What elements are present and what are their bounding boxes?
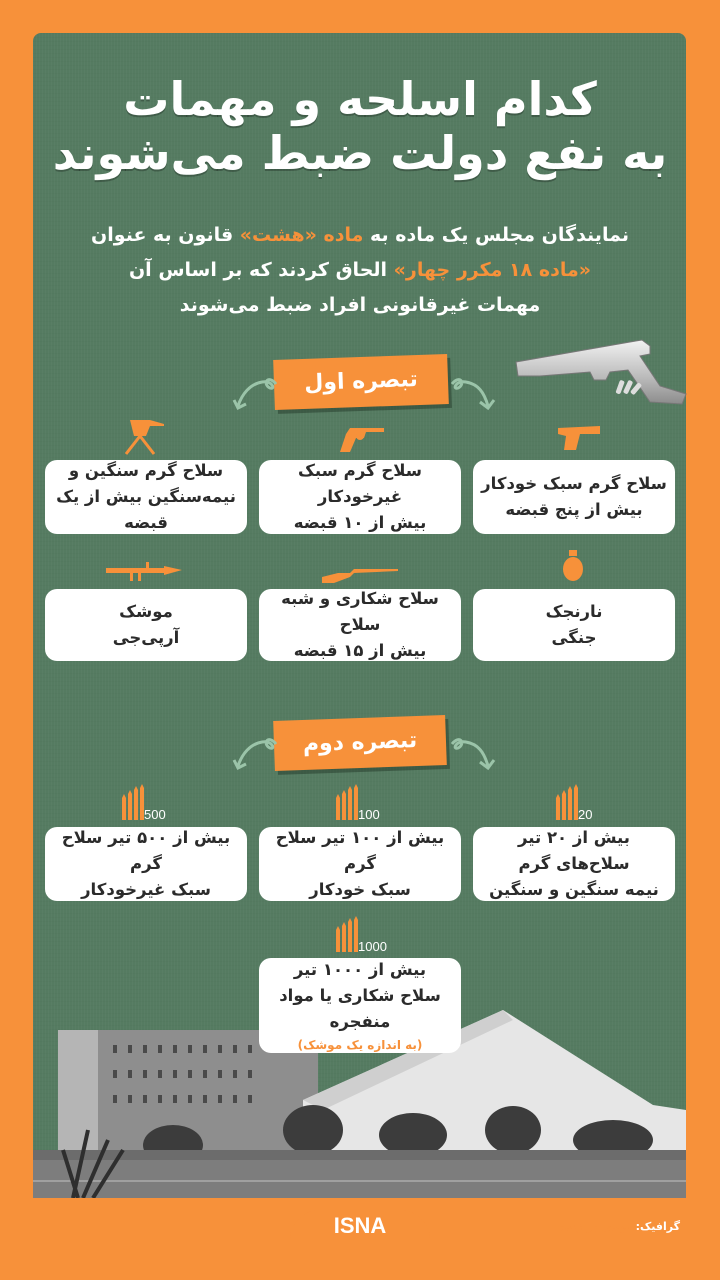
ammo-count-500 [120,784,180,820]
card-ammo-1000 [259,958,461,1053]
subtitle [40,218,680,323]
card-light-automatic [473,460,675,534]
card-ammo-500 [45,827,247,901]
subtitle-text: قانون به عنوان [91,224,240,246]
card-ammo-100 [259,827,461,901]
section-2-tag: تبصره دوم [273,715,447,771]
curly-arrow-left-icon [232,370,292,420]
curly-arrow-right-icon [448,370,508,420]
card-line-2: بیش از ۱۵ قبضه [293,641,427,660]
ammo-count-20 [554,784,614,820]
card-line-2: نیمه‌سنگین بیش از یک قبضه [56,487,236,532]
card-line-1: بیش از ۱۰۰۰ تیر [293,959,427,979]
bullets-icon [554,784,578,820]
card-light-non-automatic [259,460,461,534]
card-line-2: بیش از ۱۰ قبضه [293,513,427,532]
bullets-icon [334,784,358,820]
revolver-icon [336,424,386,454]
ammo-count-1000 [334,916,394,952]
card-line-1: موشک [119,602,173,621]
card-line-2: سبک خودکار [309,880,411,899]
card-grenade [473,589,675,661]
card-line-2: جنگی [551,628,597,647]
section-1-tag: تبصره اول [273,354,449,410]
subtitle-line-1 [40,218,680,253]
subtitle-text: الحاق کردند که بر اساس آن [128,259,394,281]
card-rpg [45,589,247,661]
grenade-icon [560,548,586,582]
ammo-count: 500 [144,807,166,822]
page-title [0,72,720,180]
subtitle-highlight: ماده «هشت» [239,224,364,246]
card-heavy-weapons [45,460,247,534]
card-line-2: نیمه سنگین و سنگین [489,880,659,899]
bullets-icon [334,916,358,952]
card-line-2: سلاح شکاری یا مواد منفجره [279,985,441,1031]
card-line-2: سبک غیرخودکار [81,880,211,899]
title-line-2: به نفع دولت ضبط می‌شوند [52,126,668,180]
card-line-1: سلاح گرم سبک غیرخودکار [298,461,422,506]
graphic-credit [559,1220,680,1233]
subtitle-line-3: مهمات غیرقانونی افراد ضبط می‌شوند [179,294,541,316]
ammo-count: 100 [358,807,380,822]
subtitle-text: نمایندگان مجلس یک ماده به [363,224,629,246]
card-ammo-20 [473,827,675,901]
brand-logo: ISNA [333,1213,387,1238]
title-line-1: کدام اسلحه و مهمات [123,72,597,126]
subtitle-highlight: «ماده ۱۸ مکرر چهار» [393,259,592,281]
machine-gun-icon [120,416,168,456]
card-line-2: آرپی‌جی [112,628,180,647]
credit-name: مهدی برازنده [559,1220,632,1233]
card-line-1: سلاح شکاری و شبه سلاح [281,589,439,634]
curly-arrow-left-icon [232,730,292,780]
card-line-1: سلاح گرم سبک خودکار [481,474,667,493]
credit-label: گرافیک: [631,1220,680,1233]
card-line-1: بیش از ۱۰۰ تیر سلاح گرم [275,828,445,873]
subtitle-line-2 [40,253,680,288]
curly-arrow-right-icon [448,730,508,780]
card-line-2: بیش از پنج قبضه [505,500,643,519]
pistol-icon [556,424,602,452]
rpg-icon [104,560,186,582]
card-line-1: نارنجک [545,602,603,621]
ammo-count-100 [334,784,394,820]
card-note: (به اندازه یک موشک) [297,1037,423,1052]
bullets-icon [120,784,144,820]
card-line-1: سلاح گرم سنگین و [68,461,224,480]
card-line-1: بیش از ۲۰ تیر سلاح‌های گرم [517,828,630,873]
ammo-count: 20 [578,807,593,822]
card-hunting-rifle [259,589,461,661]
ammo-count: 1000 [358,939,387,954]
rifle-icon [320,565,400,585]
card-line-1: بیش از ۵۰۰ تیر سلاح گرم [61,828,231,873]
pistol-photo-icon [510,336,690,406]
